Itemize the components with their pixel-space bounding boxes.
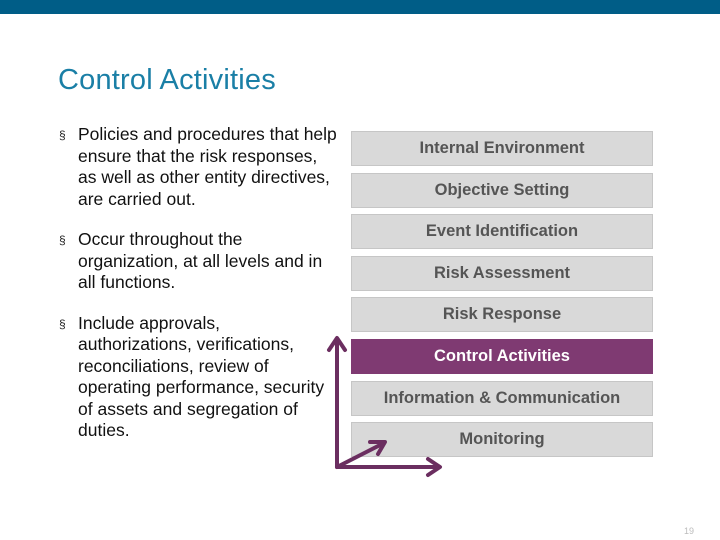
bullet-text: Policies and procedures that help ensure that the risk responses, as well as other entity directives, are carried out. <box>78 124 337 209</box>
component-monitoring: Monitoring <box>351 422 653 457</box>
component-control-activities: Control Activities <box>351 339 653 374</box>
component-objective-setting: Objective Setting <box>351 173 653 208</box>
bullet-item <box>58 229 338 294</box>
bullet-item <box>58 313 338 442</box>
axes-arrows-icon <box>318 330 448 480</box>
bullet-text: Include approvals, authorizations, verifications, reconciliations, review of operating performance, security of assets and segregation of duties. <box>78 312 325 440</box>
component-event-identification: Event Identification <box>351 214 653 249</box>
bullet-marker: § <box>59 128 66 142</box>
component-risk-response: Risk Response <box>351 297 653 332</box>
bullet-item <box>58 124 338 210</box>
bullet-marker: § <box>59 316 66 331</box>
bullet-marker: § <box>59 233 66 247</box>
bullet-text: Occur throughout the organization, at all levels and in all functions. <box>78 229 323 292</box>
component-internal-environment: Internal Environment <box>351 131 653 166</box>
top-banner <box>0 0 720 14</box>
component-information-communication: Information & Communication <box>351 381 653 416</box>
bullet-list <box>58 124 338 461</box>
slide-title: Control Activities <box>58 64 276 96</box>
component-risk-assessment: Risk Assessment <box>351 256 653 291</box>
page-number: 19 <box>683 526 694 536</box>
